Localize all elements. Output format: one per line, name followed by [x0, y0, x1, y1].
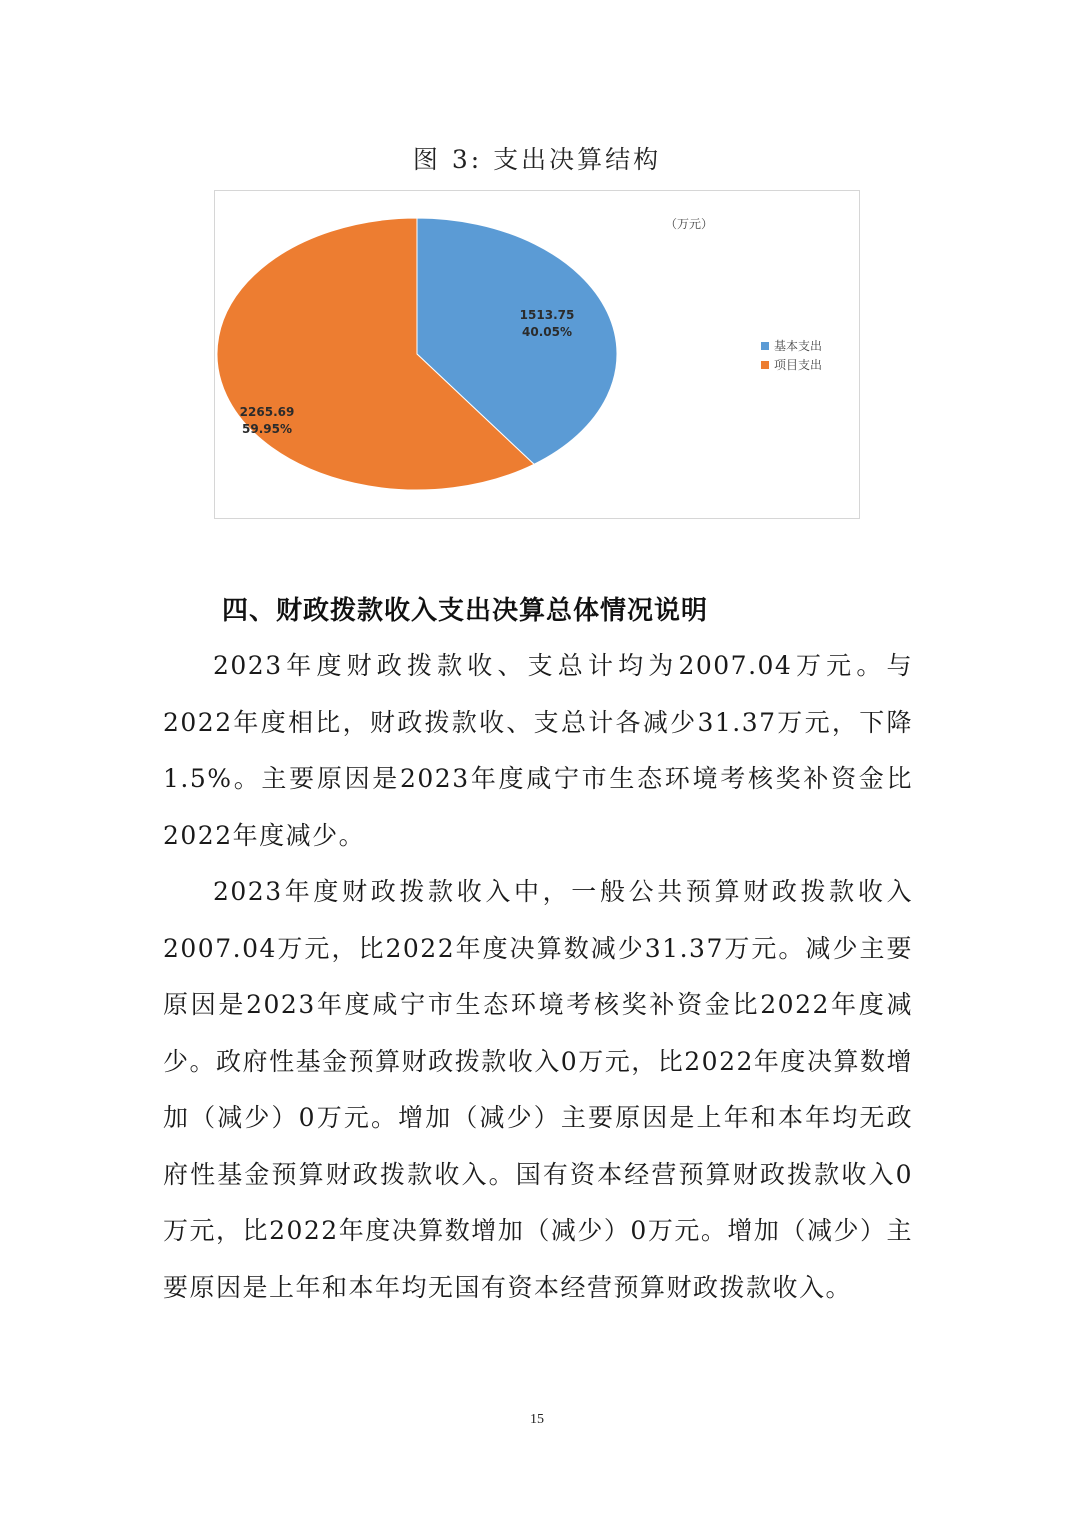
pie-chart	[214, 190, 860, 519]
chart-legend	[761, 336, 822, 374]
slice-percent-label-2: 59.95%	[242, 422, 292, 436]
legend-label-2: 项目支出	[774, 358, 823, 372]
legend-label-1: 基本支出	[774, 339, 823, 353]
slice-value-label-2: 2265.69	[239, 405, 295, 419]
paragraph-2: 2023年度财政拨款收入中，一般公共预算财政拨款收入2007.04万元，比2022年度决算数减少31.37万元。减少主要原因是2023年度咸宁市生态环境考核奖补资金比2022年度减少。政府性基金预算财政拨款收入0万元，比2022年度决算数增加（减少）0万元。增加（减少）主要原因是上年和本年均无政府性基金预算财政拨款收入。国有资本经营预算财政拨款收入0万元，比2022年度决算数增加（减少）0万元。增加（减少）主要原因是上年和本年均无国有资本经营预算财政拨款收入。	[163, 877, 913, 1302]
slice-percent-label-1: 40.05%	[522, 325, 572, 339]
legend-item-1	[761, 336, 822, 355]
page-number: 15	[530, 1412, 544, 1427]
section-heading: 四、财政拨款收入支出决算总体情况说明	[222, 596, 709, 626]
slice-value-label-1: 1513.75	[519, 308, 575, 322]
legend-swatch-1	[761, 342, 769, 350]
legend-item-2	[761, 355, 822, 374]
legend-swatch-2	[761, 361, 769, 369]
unit-label: （万元）	[665, 217, 714, 231]
paragraph-1: 2023年度财政拨款收、支总计均为2007.04万元。与2022年度相比，财政拨款收、支总计各减少31.37万元，下降1.5%。主要原因是2023年度咸宁市生态环境考核奖补资金比2022年度减少。	[163, 651, 913, 850]
figure-title: 图 3: 支出决算结构	[412, 145, 662, 174]
